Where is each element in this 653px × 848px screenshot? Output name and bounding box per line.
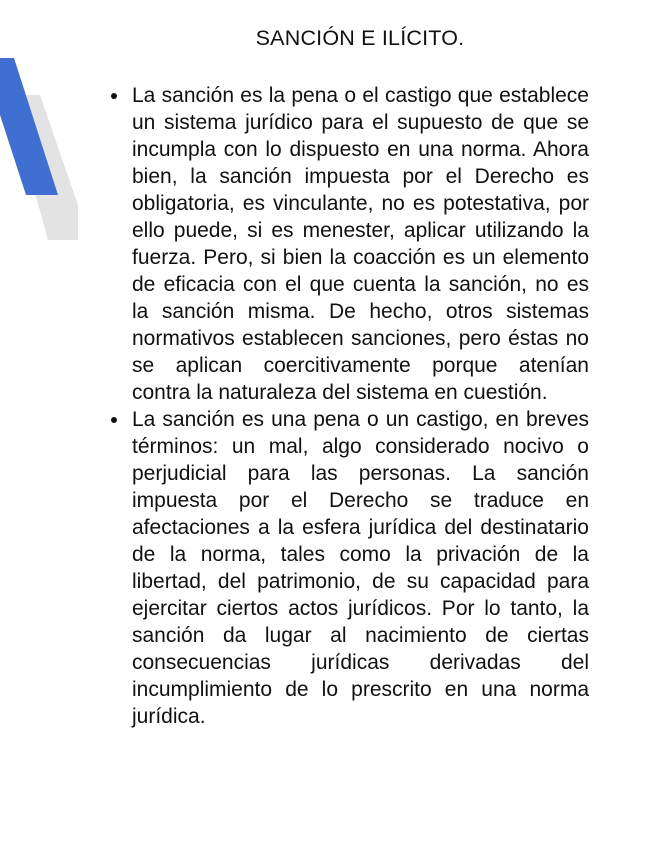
bullet-text: La sanción es la pena o el castigo que establece un sistema jurídico para el supuesto de que se incumpla con lo dispuesto en una norma. Ahora bien, la sanción impuesta por el Derecho es obligatoria, es vinculante, no es potestativa, por ello puede, si es menester, aplicar utilizando la fuerza. Pero, si bien la coacción es un elemento de eficacia con el que cuenta la sanción, no es la sanción misma. De hecho, otros sistemas normativos establecen sanciones, pero éstas no se aplican coercitivamente porque atenían contra la naturaleza del sistema en cuestión. [132,84,589,404]
bullet-dot-icon [111,93,117,99]
bullet-item [132,82,589,406]
bullet-item [132,406,589,730]
bullet-text: La sanción es una pena o un castigo, en breves términos: un mal, algo considerado nocivo o perjudicial para las personas. La sanción impuesta por el Derecho se traduce en afectaciones a la esfera jurídica del destinatario de la norma, tales como la privación de la libertad, del patrimonio, de su capacidad para ejercitar ciertos actos jurídicos. Por lo tanto, la sanción da lugar al nacimiento de ciertas consecuencias jurídicas derivadas del incumplimiento de lo prescrito en una norma jurídica. [132,408,589,728]
slide-title: SANCIÓN E ILÍCITO. [255,26,465,50]
bullet-dot-icon [111,417,117,423]
bullet-list [132,82,589,730]
